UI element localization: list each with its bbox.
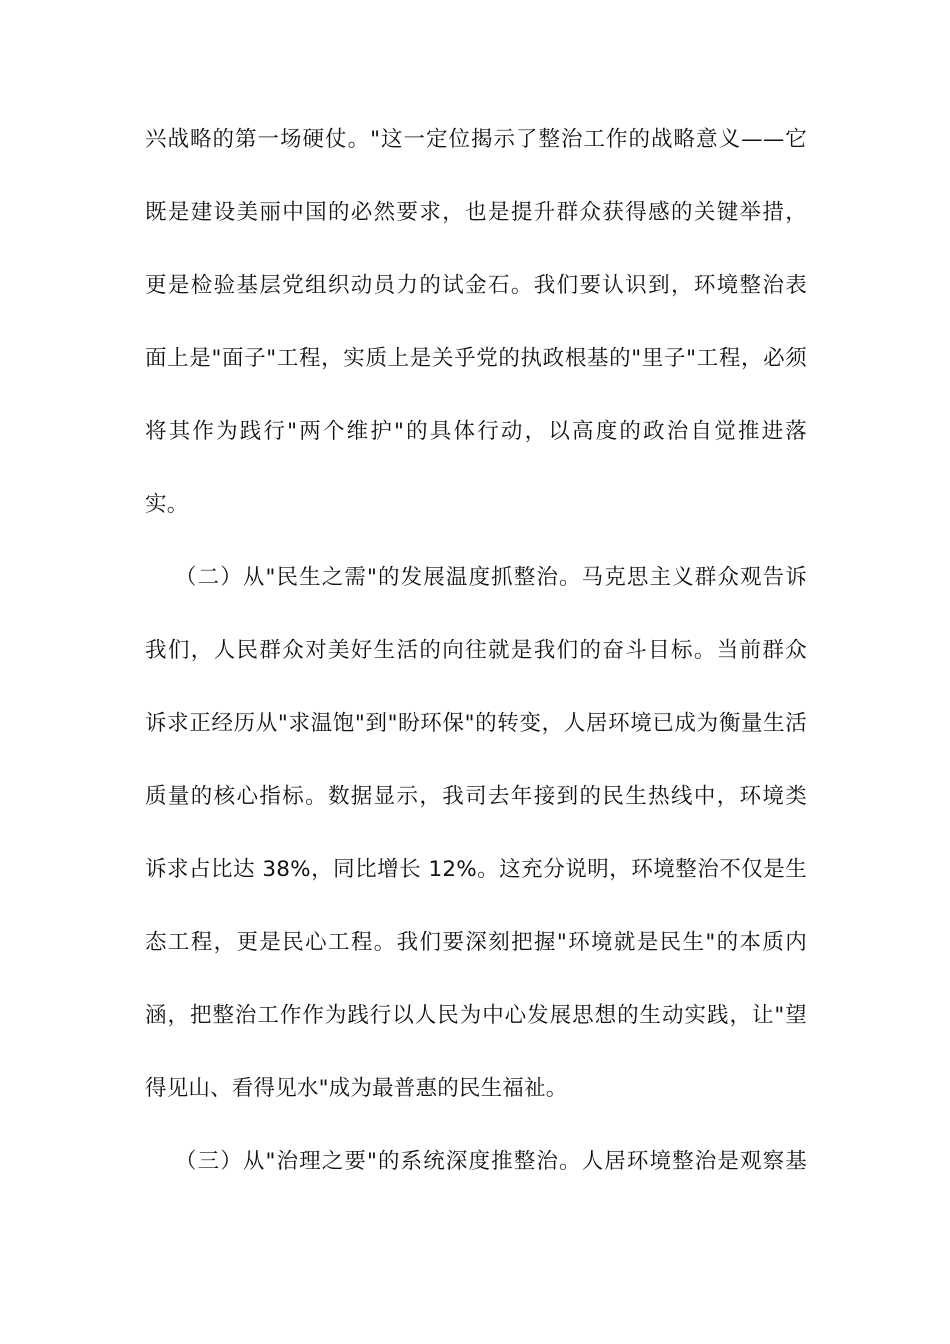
text-line: 更是检验基层党组织动员力的试金石。我们要认识到，环境整治表 bbox=[145, 273, 807, 298]
text-line: （二）从"民生之需"的发展温度抓整治。马克思主义群众观告诉 bbox=[175, 565, 807, 590]
text-line: 将其作为践行"两个维护"的具体行动，以高度的政治自觉推进落 bbox=[145, 419, 807, 444]
text-line: 诉求正经历从"求温饱"到"盼环保"的转变，人居环境已成为衡量生活 bbox=[145, 711, 807, 736]
text-line: 涵，把整治工作作为践行以人民为中心发展思想的生动实践，让"望 bbox=[145, 1003, 807, 1028]
text-line: 既是建设美丽中国的必然要求，也是提升群众获得感的关键举措， bbox=[145, 200, 807, 225]
text-line: （三）从"治理之要"的系统深度推整治。人居环境整治是观察基 bbox=[175, 1149, 807, 1174]
text-line: 质量的核心指标。数据显示，我司去年接到的民生热线中，环境类 bbox=[145, 784, 807, 809]
text-line: 我们，人民群众对美好生活的向往就是我们的奋斗目标。当前群众 bbox=[145, 638, 807, 663]
text-line: 诉求占比达 38%，同比增长 12%。这充分说明，环境整治不仅是生 bbox=[145, 857, 807, 882]
text-line: 实。 bbox=[145, 492, 189, 517]
document-page bbox=[145, 122, 807, 1217]
text-line: 面上是"面子"工程，实质上是关乎党的执政根基的"里子"工程，必须 bbox=[145, 346, 807, 371]
text-line: 兴战略的第一场硬仗。"这一定位揭示了整治工作的战略意义——它 bbox=[145, 127, 807, 152]
text-line: 态工程，更是民心工程。我们要深刻把握"环境就是民生"的本质内 bbox=[145, 930, 807, 955]
text-line: 得见山、看得见水"成为最普惠的民生福祉。 bbox=[145, 1076, 568, 1101]
